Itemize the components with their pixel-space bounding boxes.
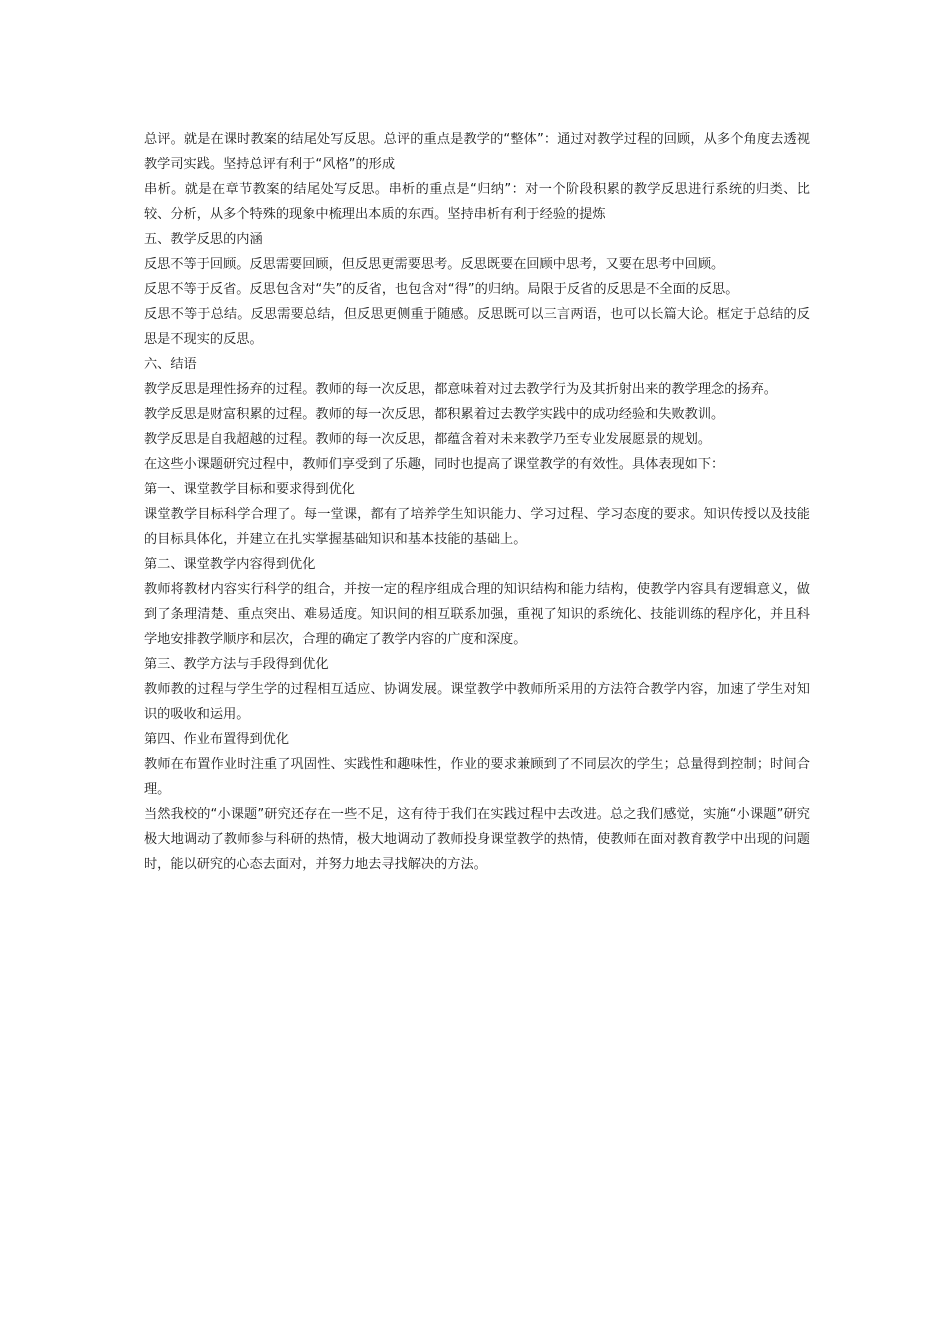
paragraph-goals: 课堂教学目标科学合理了。每一堂课，都有了培养学生知识能力、学习过程、学习态度的要求。知识传授以及技能的目标具体化，并建立在扎实掌握基础知识和基本技能的基础上。: [144, 507, 810, 547]
paragraph-summary-review: 总评。就是在课时教案的结尾处写反思。总评的重点是教学的“整体”：通过对教学过程的回顾，从多个角度去透视教学司实践。坚持总评有利于“风格”的形成: [144, 132, 810, 172]
paragraph-methods: 教师教的过程与学生学的过程相互适应、协调发展。课堂教学中教师所采用的方法符合教学内容，加速了学生对知识的吸收和运用。: [144, 682, 810, 722]
paragraph-conclusion: 当然我校的“小课题”研究还存在一些不足，这有待于我们在实践过程中去改进。总之我们感觉，实施“小课题”研究极大地调动了教师参与科研的热情，极大地调动了教师投身课堂教学的热情，使教师在面对教育教学中出现的问题时，能以研究的心态去面对，并努力地去寻找解决的方法。: [144, 807, 810, 872]
section-heading-5: 五、教学反思的内涵: [144, 232, 263, 247]
subheading-third: 第三、教学方法与手段得到优化: [144, 657, 329, 672]
paragraph-rational-process: 教学反思是理性扬弃的过程。教师的每一次反思，都意味着对过去教学行为及其折射出来的教学理念的扬弃。: [144, 382, 777, 397]
paragraph-not-review: 反思不等于回顾。反思需要回顾，但反思更需要思考。反思既要在回顾中思考，又要在思考中回顾。: [144, 257, 725, 272]
subheading-first: 第一、课堂教学目标和要求得到优化: [144, 482, 355, 497]
paragraph-wealth-process: 教学反思是财富积累的过程。教师的每一次反思，都积累着过去教学实践中的成功经验和失败教训。: [144, 407, 725, 422]
section-heading-6: 六、结语: [144, 357, 197, 372]
document-body: [144, 127, 810, 877]
paragraph-content: 教师将教材内容实行科学的组合，并按一定的程序组成合理的知识结构和能力结构，使教学内容具有逻辑意义，做到了条理清楚、重点突出、难易适度。知识间的相互联系加强，重视了知识的系统化、技能训练的程序化，并且科学地安排教学顺序和层次，合理的确定了教学内容的广度和深度。: [144, 582, 810, 647]
paragraph-not-introspection: 反思不等于反省。反思包含对“失”的反省，也包含对“得”的归纳。局限于反省的反思是不全面的反思。: [144, 282, 739, 297]
paragraph-not-summary: 反思不等于总结。反思需要总结，但反思更侧重于随感。反思既可以三言两语，也可以长篇大论。框定于总结的反思是不现实的反思。: [144, 307, 810, 347]
paragraph-homework: 教师在布置作业时注重了巩固性、实践性和趣味性，作业的要求兼顾到了不同层次的学生；总量得到控制；时间合理。: [144, 757, 810, 797]
paragraph-research-outcome: 在这些小课题研究过程中，教师们享受到了乐趣，同时也提高了课堂教学的有效性。具体表现如下：: [144, 457, 725, 472]
paragraph-chapter-analysis: 串析。就是在章节教案的结尾处写反思。串析的重点是“归纳”：对一个阶段积累的教学反思进行系统的归类、比较、分析，从多个特殊的现象中梳理出本质的东西。坚持串析有利于经验的提炼: [144, 182, 810, 222]
subheading-second: 第二、课堂教学内容得到优化: [144, 557, 316, 572]
subheading-fourth: 第四、作业布置得到优化: [144, 732, 290, 747]
paragraph-self-transcend: 教学反思是自我超越的过程。教师的每一次反思，都蕴含着对未来教学乃至专业发展愿景的规划。: [144, 432, 712, 447]
